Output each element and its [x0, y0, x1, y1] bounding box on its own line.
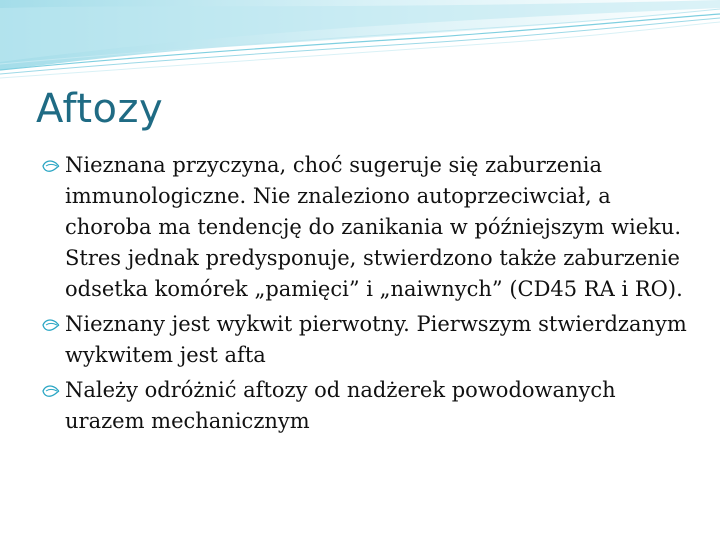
decorative-bullet-icon [42, 318, 60, 332]
bullet-list [42, 150, 697, 441]
decorative-bullet-icon [42, 384, 60, 398]
slide-title: Aftozy [36, 86, 164, 132]
bullet-text: Nieznany jest wykwit pierwotny. Pierwszym stwierdzanym wykwitem jest afta [65, 312, 687, 367]
bullet-text: Nieznana przyczyna, choć sugeruje się zaburzenia immunologiczne. Nie znaleziono autoprzeciwciał, a choroba ma tendencję do zanikania w późniejszym wieku. Stres jednak predysponuje, stwierdzono także zaburzenie odsetka komórek „pamięci” i „naiwnych” (CD45 RA i RO). [65, 153, 683, 301]
decorative-wave-header [0, 0, 720, 90]
bullet-item [42, 150, 697, 305]
bullet-item [42, 309, 697, 371]
bullet-item [42, 375, 697, 437]
decorative-bullet-icon [42, 159, 60, 173]
bullet-text: Należy odróżnić aftozy od nadżerek powodowanych urazem mechanicznym [65, 378, 616, 433]
